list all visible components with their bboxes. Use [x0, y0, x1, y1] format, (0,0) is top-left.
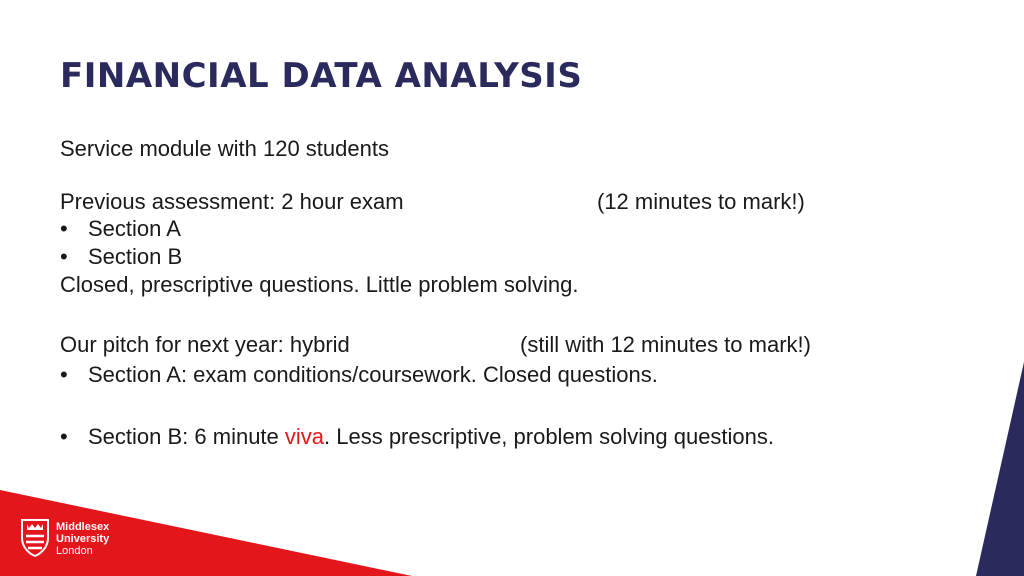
bullet-marker: •	[60, 424, 68, 449]
bullet-marker: •	[60, 362, 68, 387]
viva-highlight: viva	[284, 424, 325, 449]
list-item	[60, 424, 774, 450]
university-logo-text	[56, 521, 109, 557]
logo-line-3: London	[56, 545, 93, 557]
section-b-prefix: Section B: 6 minute	[88, 424, 285, 449]
list-item-label: Section A: exam conditions/coursework. Closed questions.	[88, 362, 658, 387]
previous-assessment-heading: Previous assessment: 2 hour exam	[60, 189, 404, 214]
section-b-suffix: . Less prescriptive, problem solving questions.	[324, 424, 775, 449]
previous-assessment-note: (12 minutes to mark!)	[597, 189, 805, 214]
pitch-heading: Our pitch for next year: hybrid	[60, 332, 350, 357]
list-item	[60, 362, 658, 388]
logo-line-2: University	[56, 533, 110, 545]
list-item-label: Section A	[88, 216, 181, 241]
list-item-label: Section B	[88, 244, 183, 269]
university-crest-icon	[20, 518, 50, 558]
navy-corner-stripe	[976, 362, 1024, 576]
pitch-note: (still with 12 minutes to mark!)	[520, 332, 811, 357]
bullet-marker: •	[60, 244, 68, 269]
list-item	[60, 244, 182, 270]
slide-title: FINANCIAL DATA ANALYSIS	[60, 56, 583, 96]
bullet-marker: •	[60, 216, 68, 241]
intro-text: Service module with 120 students	[60, 136, 389, 161]
logo-line-1: Middlesex	[56, 521, 110, 533]
list-item-label	[88, 424, 774, 449]
previous-assessment-summary: Closed, prescriptive questions. Little problem solving.	[60, 272, 579, 297]
list-item	[60, 216, 181, 242]
